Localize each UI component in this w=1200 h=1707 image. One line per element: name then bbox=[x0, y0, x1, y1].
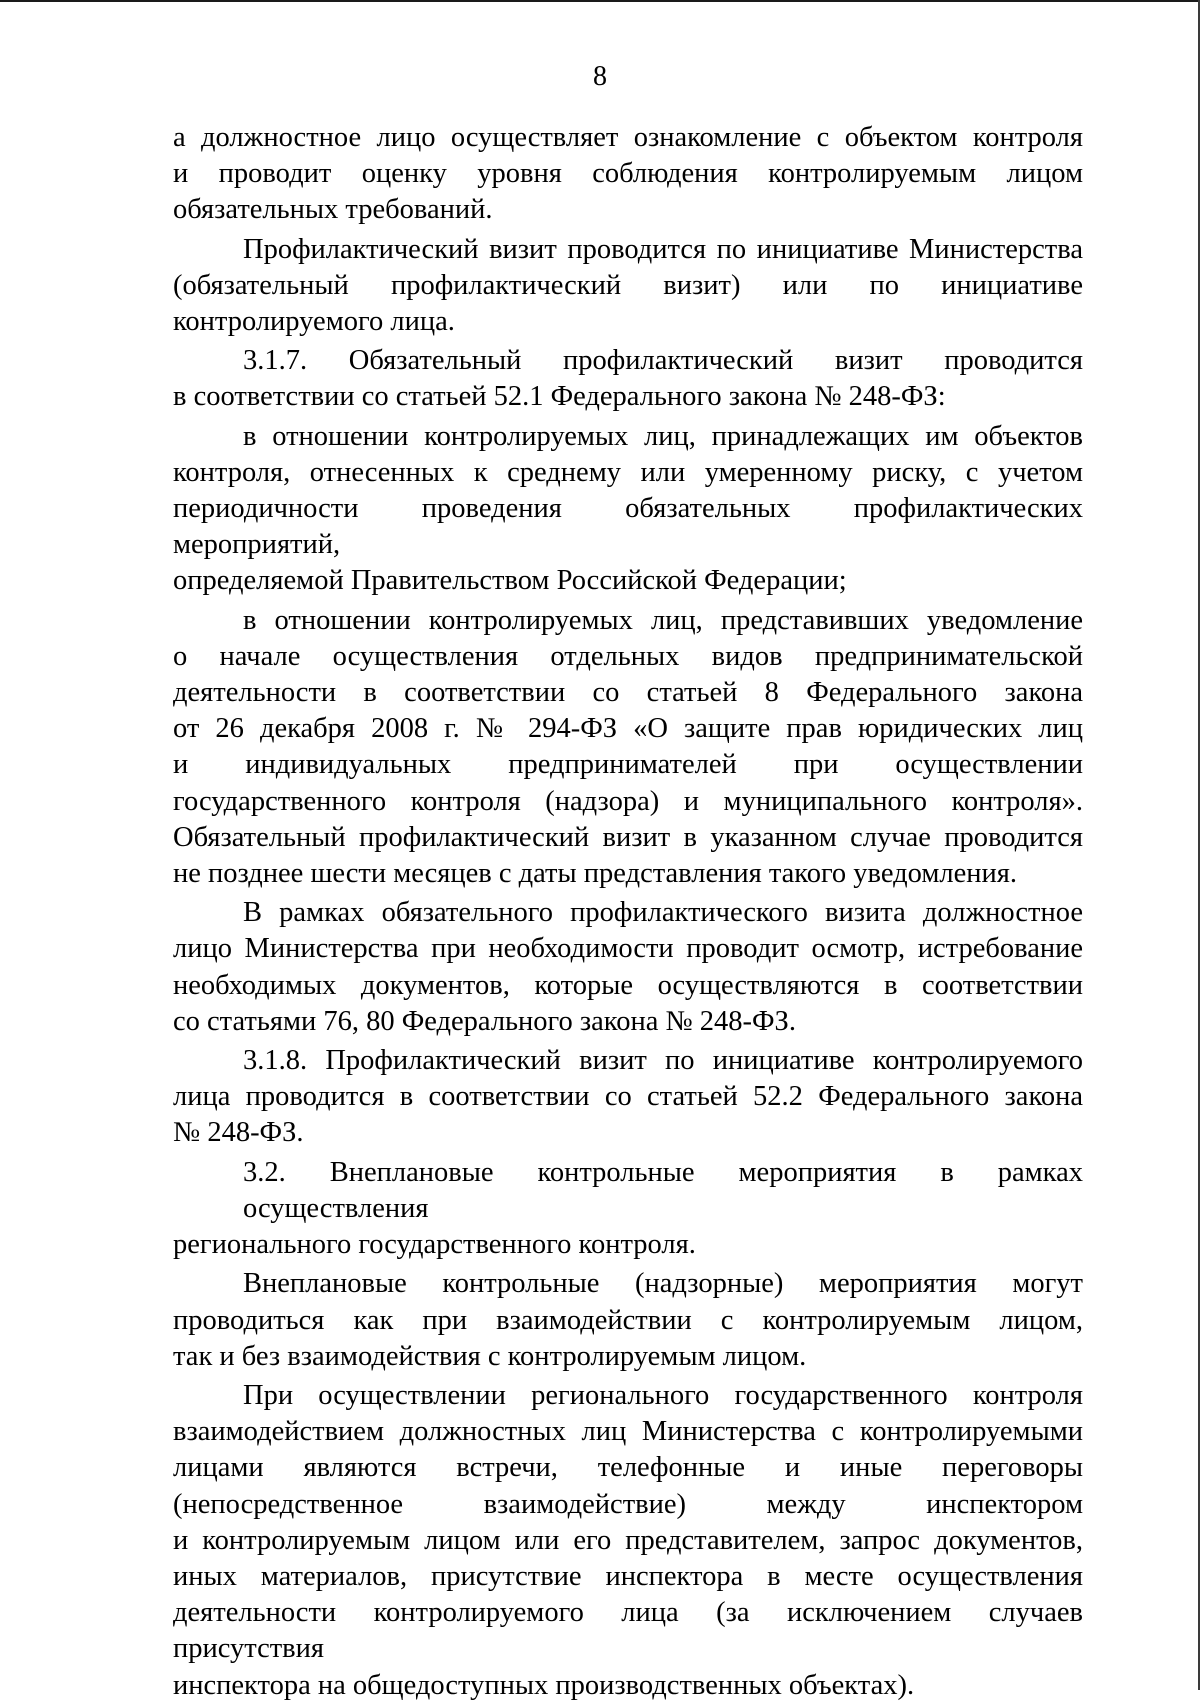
text-line: не позднее шести месяцев с даты представления такого уведомления. bbox=[173, 858, 1017, 890]
text-line: о начале осуществления отдельных видов предпринимательской bbox=[173, 640, 1083, 672]
text-line: взаимодействием должностных лиц Министерства с контролируемыми bbox=[173, 1416, 1083, 1448]
text-line: и контролируемым лицом или его представителем, запрос документов, bbox=[173, 1524, 1083, 1556]
scan-border-top bbox=[0, 0, 1200, 2]
text-line: лица проводится в соответствии со статьей 52.2 Федерального закона bbox=[173, 1081, 1083, 1113]
text-line: иных материалов, присутствие инспектора в месте осуществления bbox=[173, 1560, 1083, 1592]
text-line: (обязательный профилактический визит) или по инициативе bbox=[173, 269, 1083, 301]
paragraph bbox=[173, 1266, 1083, 1375]
text-line: Внеплановые контрольные (надзорные) мероприятия могут bbox=[243, 1268, 1083, 1300]
text-line: деятельности в соответствии со статьей 8 Федерального закона bbox=[173, 677, 1083, 709]
paragraph bbox=[173, 1043, 1083, 1152]
text-line: так и без взаимодействия с контролируемым лицом. bbox=[173, 1340, 807, 1372]
paragraph bbox=[173, 232, 1083, 341]
text-line: периодичности проведения обязательных профилактических мероприятий, bbox=[173, 493, 1083, 561]
text-line: в отношении контролируемых лиц, принадлежащих им объектов bbox=[243, 420, 1083, 452]
text-line: и проводит оценку уровня соблюдения контролируемым лицом bbox=[173, 158, 1083, 190]
text-line: в отношении контролируемых лиц, представивших уведомление bbox=[243, 604, 1083, 636]
paragraph bbox=[173, 895, 1083, 1040]
text-line: и индивидуальных предпринимателей при осуществлении bbox=[173, 749, 1083, 781]
text-line: 3.1.7. Обязательный профилактический визит проводится bbox=[243, 345, 1083, 377]
text-line: контролируемого лица. bbox=[173, 306, 455, 338]
document-body bbox=[173, 120, 1083, 1707]
text-line: № 248-ФЗ. bbox=[173, 1117, 304, 1149]
page-number: 8 bbox=[593, 61, 607, 92]
text-line: обязательных требований. bbox=[173, 194, 493, 226]
text-line: определяемой Правительством Российской Федерации; bbox=[173, 565, 847, 597]
text-line: (непосредственное взаимодействие) между инспектором bbox=[173, 1488, 1083, 1520]
text-line: При осуществлении регионального государственного контроля bbox=[243, 1379, 1083, 1411]
text-line: а должностное лицо осуществляет ознакомление с объектом контроля bbox=[173, 122, 1083, 153]
text-line: в соответствии со статьей 52.1 Федерального закона № 248-ФЗ: bbox=[173, 381, 946, 413]
paragraph bbox=[173, 343, 1083, 415]
text-line: государственного контроля (надзора) и муниципального контроля». bbox=[173, 785, 1083, 817]
text-line: Профилактический визит проводится по инициативе Министерства bbox=[243, 233, 1083, 265]
text-line: В рамках обязательного профилактического визита должностное bbox=[243, 897, 1083, 929]
paragraph bbox=[173, 1378, 1083, 1704]
text-line: лицами являются встречи, телефонные и иные переговоры bbox=[173, 1452, 1083, 1484]
paragraph bbox=[173, 1155, 1083, 1264]
text-line: инспектора на общедоступных производственных объектах). bbox=[173, 1669, 915, 1701]
text-line: деятельности контролируемого лица (за исключением случаев присутствия bbox=[173, 1597, 1083, 1665]
text-line: от 26 декабря 2008 г. № 294-ФЗ «О защите прав юридических лиц bbox=[173, 713, 1083, 745]
text-line: проводиться как при взаимодействии с контролируемым лицом, bbox=[173, 1304, 1083, 1336]
text-line: регионального государственного контроля. bbox=[173, 1229, 696, 1261]
text-line: со статьями 76, 80 Федерального закона № 248-ФЗ. bbox=[173, 1005, 796, 1037]
paragraph bbox=[173, 120, 1083, 229]
paragraph bbox=[173, 419, 1083, 600]
paragraph bbox=[173, 603, 1083, 893]
text-line: Обязательный профилактический визит в указанном случае проводится bbox=[173, 821, 1083, 853]
text-line: 3.2. Внеплановые контрольные мероприятия в рамках осуществления bbox=[243, 1156, 1083, 1224]
text-line: контроля, отнесенных к среднему или умеренному риску, с учетом bbox=[173, 456, 1083, 488]
text-line: лицо Министерства при необходимости проводит осмотр, истребование bbox=[173, 933, 1083, 965]
text-line: необходимых документов, которые осуществляются в соответствии bbox=[173, 969, 1083, 1001]
text-line: 3.1.8. Профилактический визит по инициативе контролируемого bbox=[243, 1045, 1083, 1077]
